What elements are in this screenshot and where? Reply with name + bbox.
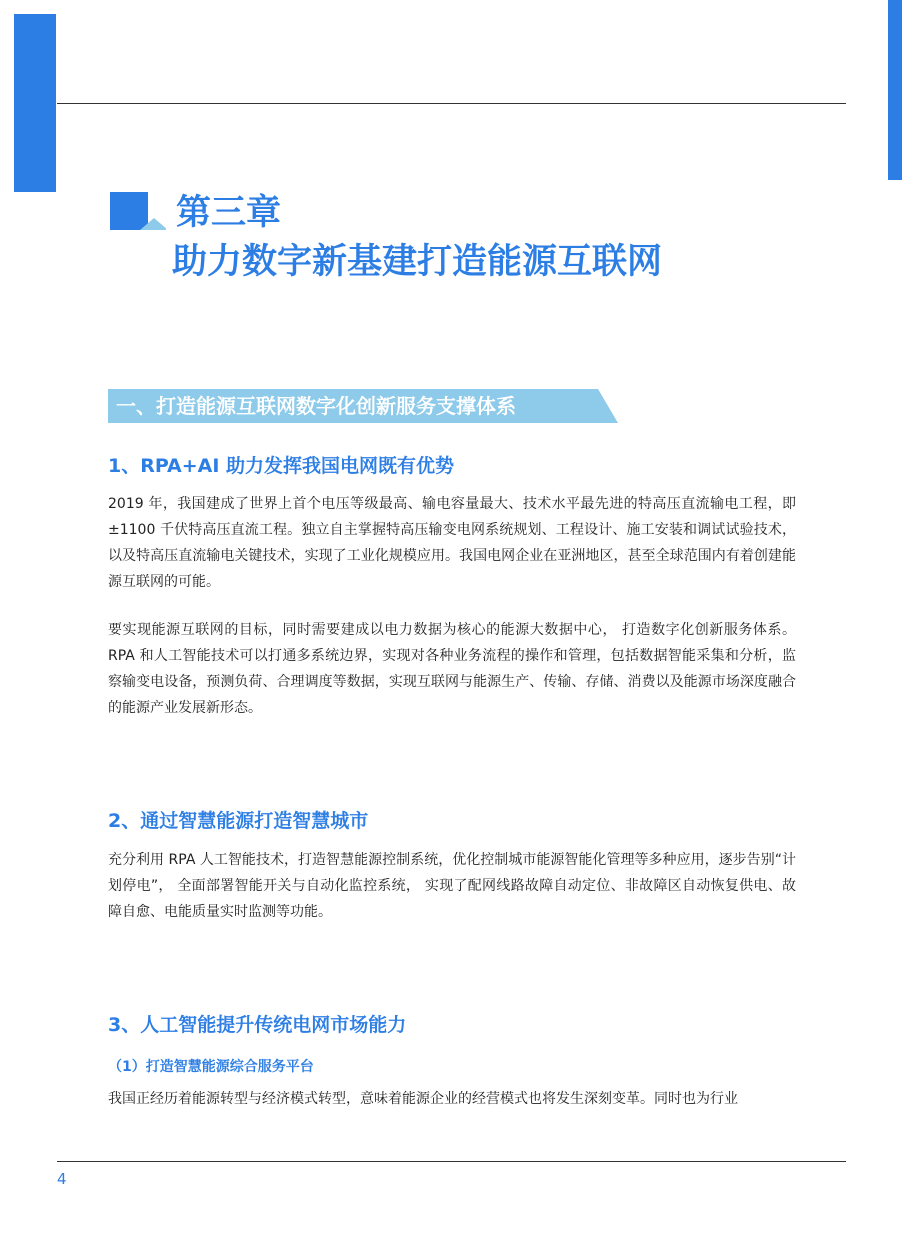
subsection-heading-2: 2、通过智慧能源打造智慧城市 <box>108 810 369 832</box>
section-banner <box>108 389 618 423</box>
paragraph-2-1: 充分利用 RPA 人工智能技术，打造智慧能源控制系统，优化控制城市能源智能化管理等多种应用，逐步告别“计划停电”， 全面部署智能开关与自动化监控系统， 实现了配网线路故障自动定位、非故障区自动恢复供电、故障自愈、电能质量实时监测等功能。 <box>108 852 796 920</box>
page-number: 4 <box>57 1170 67 1188</box>
header-rule <box>57 103 846 104</box>
chapter-mark-icon <box>110 192 166 232</box>
left-accent-bar <box>14 14 56 192</box>
chapter-label: 第三章 <box>176 193 282 233</box>
subsection-heading-1: 1、RPA+AI 助力发挥我国电网既有优势 <box>108 455 455 477</box>
right-accent-bar <box>888 0 902 180</box>
paragraph-1-1: 2019 年，我国建成了世界上首个电压等级最高、输电容量最大、技术水平最先进的特高压直流输电工程，即 ±1100 千伏特高压直流工程。独立自主掌握特高压输变电网系统规划、工程设计、施工安装和调试试验技术，以及特高压直流输电关键技术，实现了工业化规模应用。我国电网企业在亚洲地区，甚至全球范围内有着创建能源互联网的可能。 <box>108 496 796 590</box>
paragraph-3-1: 我国正经历着能源转型与经济模式转型，意味着能源企业的经营模式也将发生深刻变革。同时也为行业 <box>108 1091 738 1107</box>
footer-rule <box>57 1161 846 1162</box>
sub-sub-heading-3-1: （1）打造智慧能源综合服务平台 <box>108 1059 314 1075</box>
chapter-title: 助力数字新基建打造能源互联网 <box>172 242 663 282</box>
paragraph-1-2: 要实现能源互联网的目标，同时需要建成以电力数据为核心的能源大数据中心， 打造数字化创新服务体系。RPA 和人工智能技术可以打通多系统边界，实现对各种业务流程的操作和管理，包括数据智能采集和分析，监察输变电设备，预测负荷、合理调度等数据，实现互联网与能源生产、传输、存储、消费以及能源市场深度融合的能源产业发展新形态。 <box>108 622 796 716</box>
section-banner-title: 一、打造能源互联网数字化创新服务支撑体系 <box>116 394 516 418</box>
subsection-heading-3: 3、人工智能提升传统电网市场能力 <box>108 1014 407 1036</box>
